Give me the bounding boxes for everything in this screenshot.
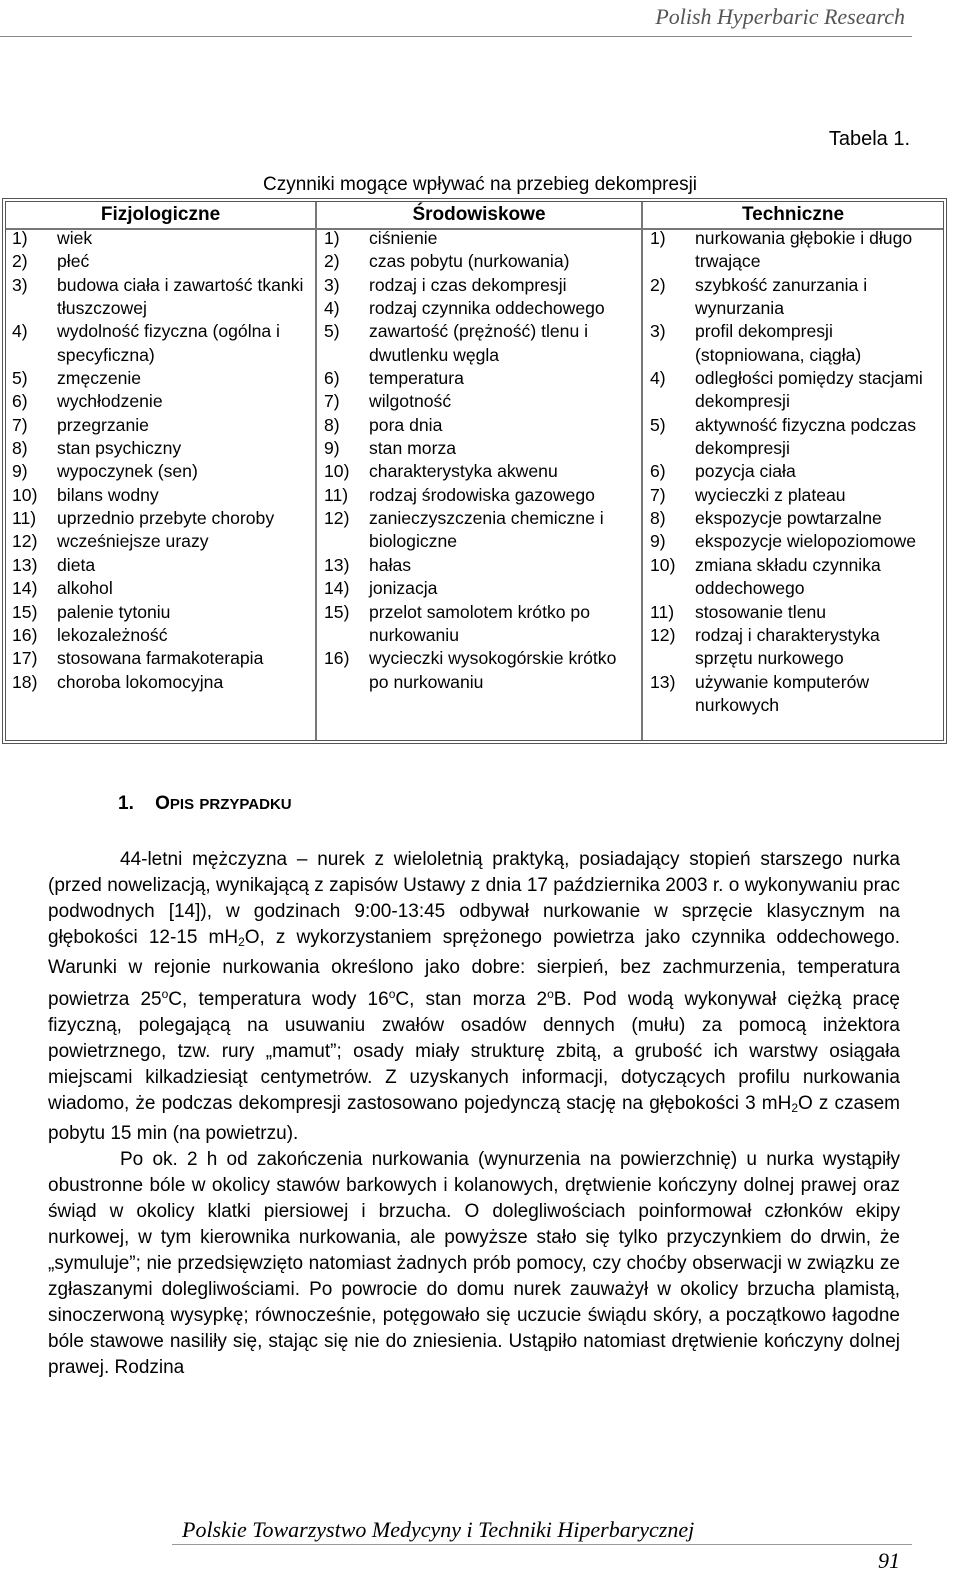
item-number: 12) (650, 624, 676, 645)
item-number: 5) (12, 368, 28, 389)
item-text: zawartość (prężność) tlenu i dwutlenku węgla (369, 321, 589, 365)
column-divider (641, 202, 643, 740)
list-item (650, 227, 942, 274)
item-text: ekspozycje wielopoziomowe (695, 531, 917, 552)
item-number: 2) (12, 251, 28, 272)
list-item (650, 507, 942, 530)
footer-divider (172, 1544, 912, 1545)
item-text: wiek (57, 228, 93, 248)
item-text: charakterystyka akwenu (369, 461, 558, 482)
list-item (12, 671, 312, 694)
section-title-rest: PIS (169, 796, 195, 813)
item-number: 1) (650, 228, 666, 248)
item-text: ciśnienie (369, 228, 438, 248)
item-number: 18) (12, 671, 38, 692)
item-text: dieta (57, 554, 96, 575)
list-item (324, 390, 636, 413)
list-item (324, 507, 636, 554)
item-text: rodzaj czynnika oddechowego (369, 298, 605, 319)
list-item (650, 320, 942, 367)
item-text: bilans wodny (57, 484, 159, 505)
table-caption: Czynniki mogące wpływać na przebieg dekompresji (262, 174, 698, 195)
item-text: wycieczki wysokogórskie krótko po nurkowaniu (369, 648, 617, 692)
list-item (324, 367, 636, 390)
item-text: hałas (369, 554, 412, 575)
list-item (650, 460, 942, 483)
item-text: używanie komputerów nurkowych (695, 671, 870, 715)
item-number: 11) (324, 484, 349, 505)
item-text: czas pobytu (nurkowania) (369, 251, 570, 272)
list-item (650, 530, 942, 553)
list-item (12, 601, 312, 624)
item-number: 5) (650, 414, 666, 435)
column-fizjologiczne (12, 227, 312, 694)
item-number: 11) (12, 508, 37, 529)
list-item (12, 390, 312, 413)
item-number: 6) (12, 391, 28, 412)
list-item (650, 624, 942, 671)
item-text: stosowanie tlenu (695, 601, 827, 622)
item-number: 13) (324, 554, 350, 575)
item-text: nurkowania głębokie i długo trwające (695, 228, 913, 272)
list-item (12, 577, 312, 600)
item-number: 7) (650, 484, 666, 505)
item-text: rodzaj i czas dekompresji (369, 274, 567, 295)
list-item (650, 554, 942, 601)
column-techniczne (650, 227, 942, 717)
list-item (650, 484, 942, 507)
item-text: wychłodzenie (57, 391, 163, 412)
item-number: 4) (650, 368, 666, 389)
list-item (12, 507, 312, 530)
header-divider (0, 36, 912, 37)
item-text: alkohol (57, 578, 113, 599)
header-techniczne: Techniczne (741, 204, 845, 225)
item-number: 8) (12, 438, 28, 459)
item-text: zanieczyszczenia chemiczne i biologiczne (369, 508, 604, 552)
item-number: 16) (12, 624, 38, 645)
item-text: uprzednio przebyte choroby (57, 508, 275, 529)
item-text: ekspozycje powtarzalne (695, 508, 882, 529)
item-text: odległości pomiędzy stacjami dekompresji (695, 368, 923, 412)
item-text: wcześniejsze urazy (57, 531, 209, 552)
list-item (12, 647, 312, 670)
item-number: 4) (324, 298, 340, 319)
header-srodowiskowe: Środowiskowe (412, 204, 546, 225)
item-number: 11) (650, 601, 675, 622)
list-item (324, 484, 636, 507)
item-number: 1) (324, 228, 340, 248)
list-item (12, 484, 312, 507)
list-item (12, 250, 312, 273)
factors-table (2, 198, 947, 744)
item-text: szybkość zanurzania i wynurzania (695, 274, 868, 319)
item-text: pora dnia (369, 414, 443, 435)
item-text: płeć (57, 251, 90, 272)
item-text: zmiana składu czynnika oddechowego (695, 554, 881, 599)
item-text: wilgotność (369, 391, 452, 412)
item-text: rodzaj środowiska gazowego (369, 484, 595, 505)
item-number: 15) (12, 601, 38, 622)
list-item (324, 227, 636, 250)
item-number: 15) (324, 601, 350, 622)
item-number: 2) (650, 274, 666, 295)
item-number: 1) (12, 228, 28, 248)
list-item (324, 460, 636, 483)
list-item (12, 227, 312, 250)
paragraph-1: 44-letni mężczyzna – nurek z wieloletnią praktyką, posiadający stopień starszego nurka (przed nowelizacją, wynikającą z zapisów Ustawy z dnia 17 października 2003 r. o wykonywaniu prac podwodnych [14]), w godzinach 9:00-13:45 odbywał nurkowanie w sprzęcie klasycznym na głębokości 12-15 $mH_2O$, z wykorzystaniem sprężonego powietrza jako czynnika oddechowego. Warunki w rejonie nurkowania określono jako dobre: sierpień, bez zachmurzenia, temperatura powietrza 25$^o$C, temperatura wody 16$^o$C, stan morza 2$^o$B. Pod wodą wykonywał ciężką pracę fizyczną, polegającą na usuwaniu zwałów osadów dennych (mułu) za pomocą inżektora powietrznego, tzw. rury „mamut”; osady miały strukturę zbitą, a grubość ich warstwy osiągała miejscami kilkadziesiąt centymetrów. Z uzyskanych informacji, dotyczących profilu nurkowania wiadomo, że podczas dekompresji zastosowano pojedynczą stację na głębokości 3 $mH_2O$ z czasem pobytu 15 min (na powietrzu). (48, 849, 900, 1144)
case-description (48, 847, 900, 1381)
item-text: profil dekompresji (stopniowana, ciągła) (695, 321, 862, 365)
item-number: 3) (12, 274, 28, 295)
list-item (324, 297, 636, 320)
list-item (12, 274, 312, 321)
list-item (650, 414, 942, 461)
item-number: 10) (324, 461, 350, 482)
list-item (12, 367, 312, 390)
list-item (650, 367, 942, 414)
item-number: 6) (324, 368, 340, 389)
item-text: choroba lokomocyjna (57, 671, 224, 692)
paragraph-2: Po ok. 2 h od zakończenia nurkowania (wynurzenia na powierzchnię) u nurka wystąpiły obustronne bóle w okolicy stawów barkowych i kolanowych, drętwienie kończyny dolnej prawej oraz świąd w okolicy klatki piersiowej i brzucha. O dolegliwościach poinformował członków ekipy nurkowej, w tym kierownika nurkowania, ale powyższe stało się tylko przyczynkiem do drwin, że „symuluje”; nie przedsięwzięto natomiast żadnych prób pomocy, czy choćby obserwacji w związku ze zgłaszanymi dolegliwościami. Po powrocie do domu nurek zauważył w okolicy brzucha plamistą, sinoczerwoną wysypkę; równocześnie, potęgowało się uczucie świądu skóry, a początkowo łagodne bóle stawowe nasiliły się, stając się nie do zniesienia. Ustąpiło natomiast drętwienie kończyny dolnej prawej. Rodzina (48, 1149, 900, 1378)
item-text: wydolność fizyczna (ogólna i specyficzna) (57, 321, 280, 365)
item-number: 12) (324, 508, 350, 529)
list-item (324, 437, 636, 460)
item-number: 9) (12, 461, 28, 482)
section-title-word2: PRZYPADKU (199, 796, 292, 813)
item-number: 8) (650, 508, 666, 529)
page-number: 91 (878, 1548, 900, 1573)
item-number: 10) (12, 484, 38, 505)
list-item (12, 624, 312, 647)
list-item (12, 320, 312, 367)
item-number: 13) (650, 671, 676, 692)
item-number: 5) (324, 321, 340, 342)
item-text: wypoczynek (sen) (57, 461, 198, 482)
item-number: 7) (12, 414, 28, 435)
section-number: 1. (118, 793, 134, 814)
item-number: 17) (12, 648, 38, 669)
footer-society: Polskie Towarzystwo Medycyny i Techniki Hiperbarycznej (182, 1517, 695, 1542)
list-item (324, 577, 636, 600)
item-text: wycieczki z plateau (695, 484, 846, 505)
list-item (324, 647, 636, 694)
item-text: aktywność fizyczna podczas dekompresji (695, 414, 916, 459)
list-item (12, 460, 312, 483)
item-number: 6) (650, 461, 666, 482)
list-item (324, 320, 636, 367)
column-srodowiskowe (324, 227, 636, 694)
item-number: 7) (324, 391, 340, 412)
list-item (324, 250, 636, 273)
item-text: temperatura (369, 368, 464, 389)
item-number: 8) (324, 414, 340, 435)
list-item (650, 671, 942, 718)
list-item (12, 437, 312, 460)
section-heading (118, 793, 292, 815)
item-number: 3) (650, 321, 666, 342)
item-text: budowa ciała i zawartość tkanki tłuszczowej (57, 274, 304, 319)
item-number: 4) (12, 321, 28, 342)
list-item (324, 274, 636, 297)
item-text: jonizacja (369, 578, 438, 599)
column-divider (315, 202, 317, 740)
item-text: palenie tytoniu (57, 601, 171, 622)
item-text: lekozależność (57, 624, 168, 645)
item-number: 13) (12, 554, 38, 575)
item-number: 3) (324, 274, 340, 295)
list-item (12, 414, 312, 437)
list-item (12, 554, 312, 577)
table-label: Tabela 1. (828, 128, 910, 150)
item-text: rodzaj i charakterystyka sprzętu nurkowego (695, 624, 880, 669)
item-number: 10) (650, 554, 676, 575)
item-number: 16) (324, 648, 350, 669)
item-text: stan psychiczny (57, 438, 182, 459)
item-text: zmęczenie (57, 368, 142, 389)
item-number: 9) (650, 531, 666, 552)
list-item (324, 554, 636, 577)
item-number: 9) (324, 438, 340, 459)
item-number: 14) (324, 578, 350, 599)
journal-header: Polish Hyperbaric Research (655, 4, 905, 29)
item-text: pozycja ciała (695, 461, 796, 482)
item-number: 2) (324, 251, 340, 272)
list-item (324, 601, 636, 648)
item-text: przegrzanie (57, 414, 149, 435)
item-text: stosowana farmakoterapia (57, 648, 264, 669)
item-text: przelot samolotem krótko po nurkowaniu (369, 601, 590, 645)
item-text: stan morza (369, 438, 457, 459)
list-item (650, 274, 942, 321)
section-title-initial: O (155, 793, 170, 814)
list-item (650, 601, 942, 624)
header-fizjologiczne: Fizjologiczne (100, 204, 221, 225)
list-item (12, 530, 312, 553)
item-number: 12) (12, 531, 38, 552)
list-item (324, 414, 636, 437)
item-number: 14) (12, 578, 38, 599)
